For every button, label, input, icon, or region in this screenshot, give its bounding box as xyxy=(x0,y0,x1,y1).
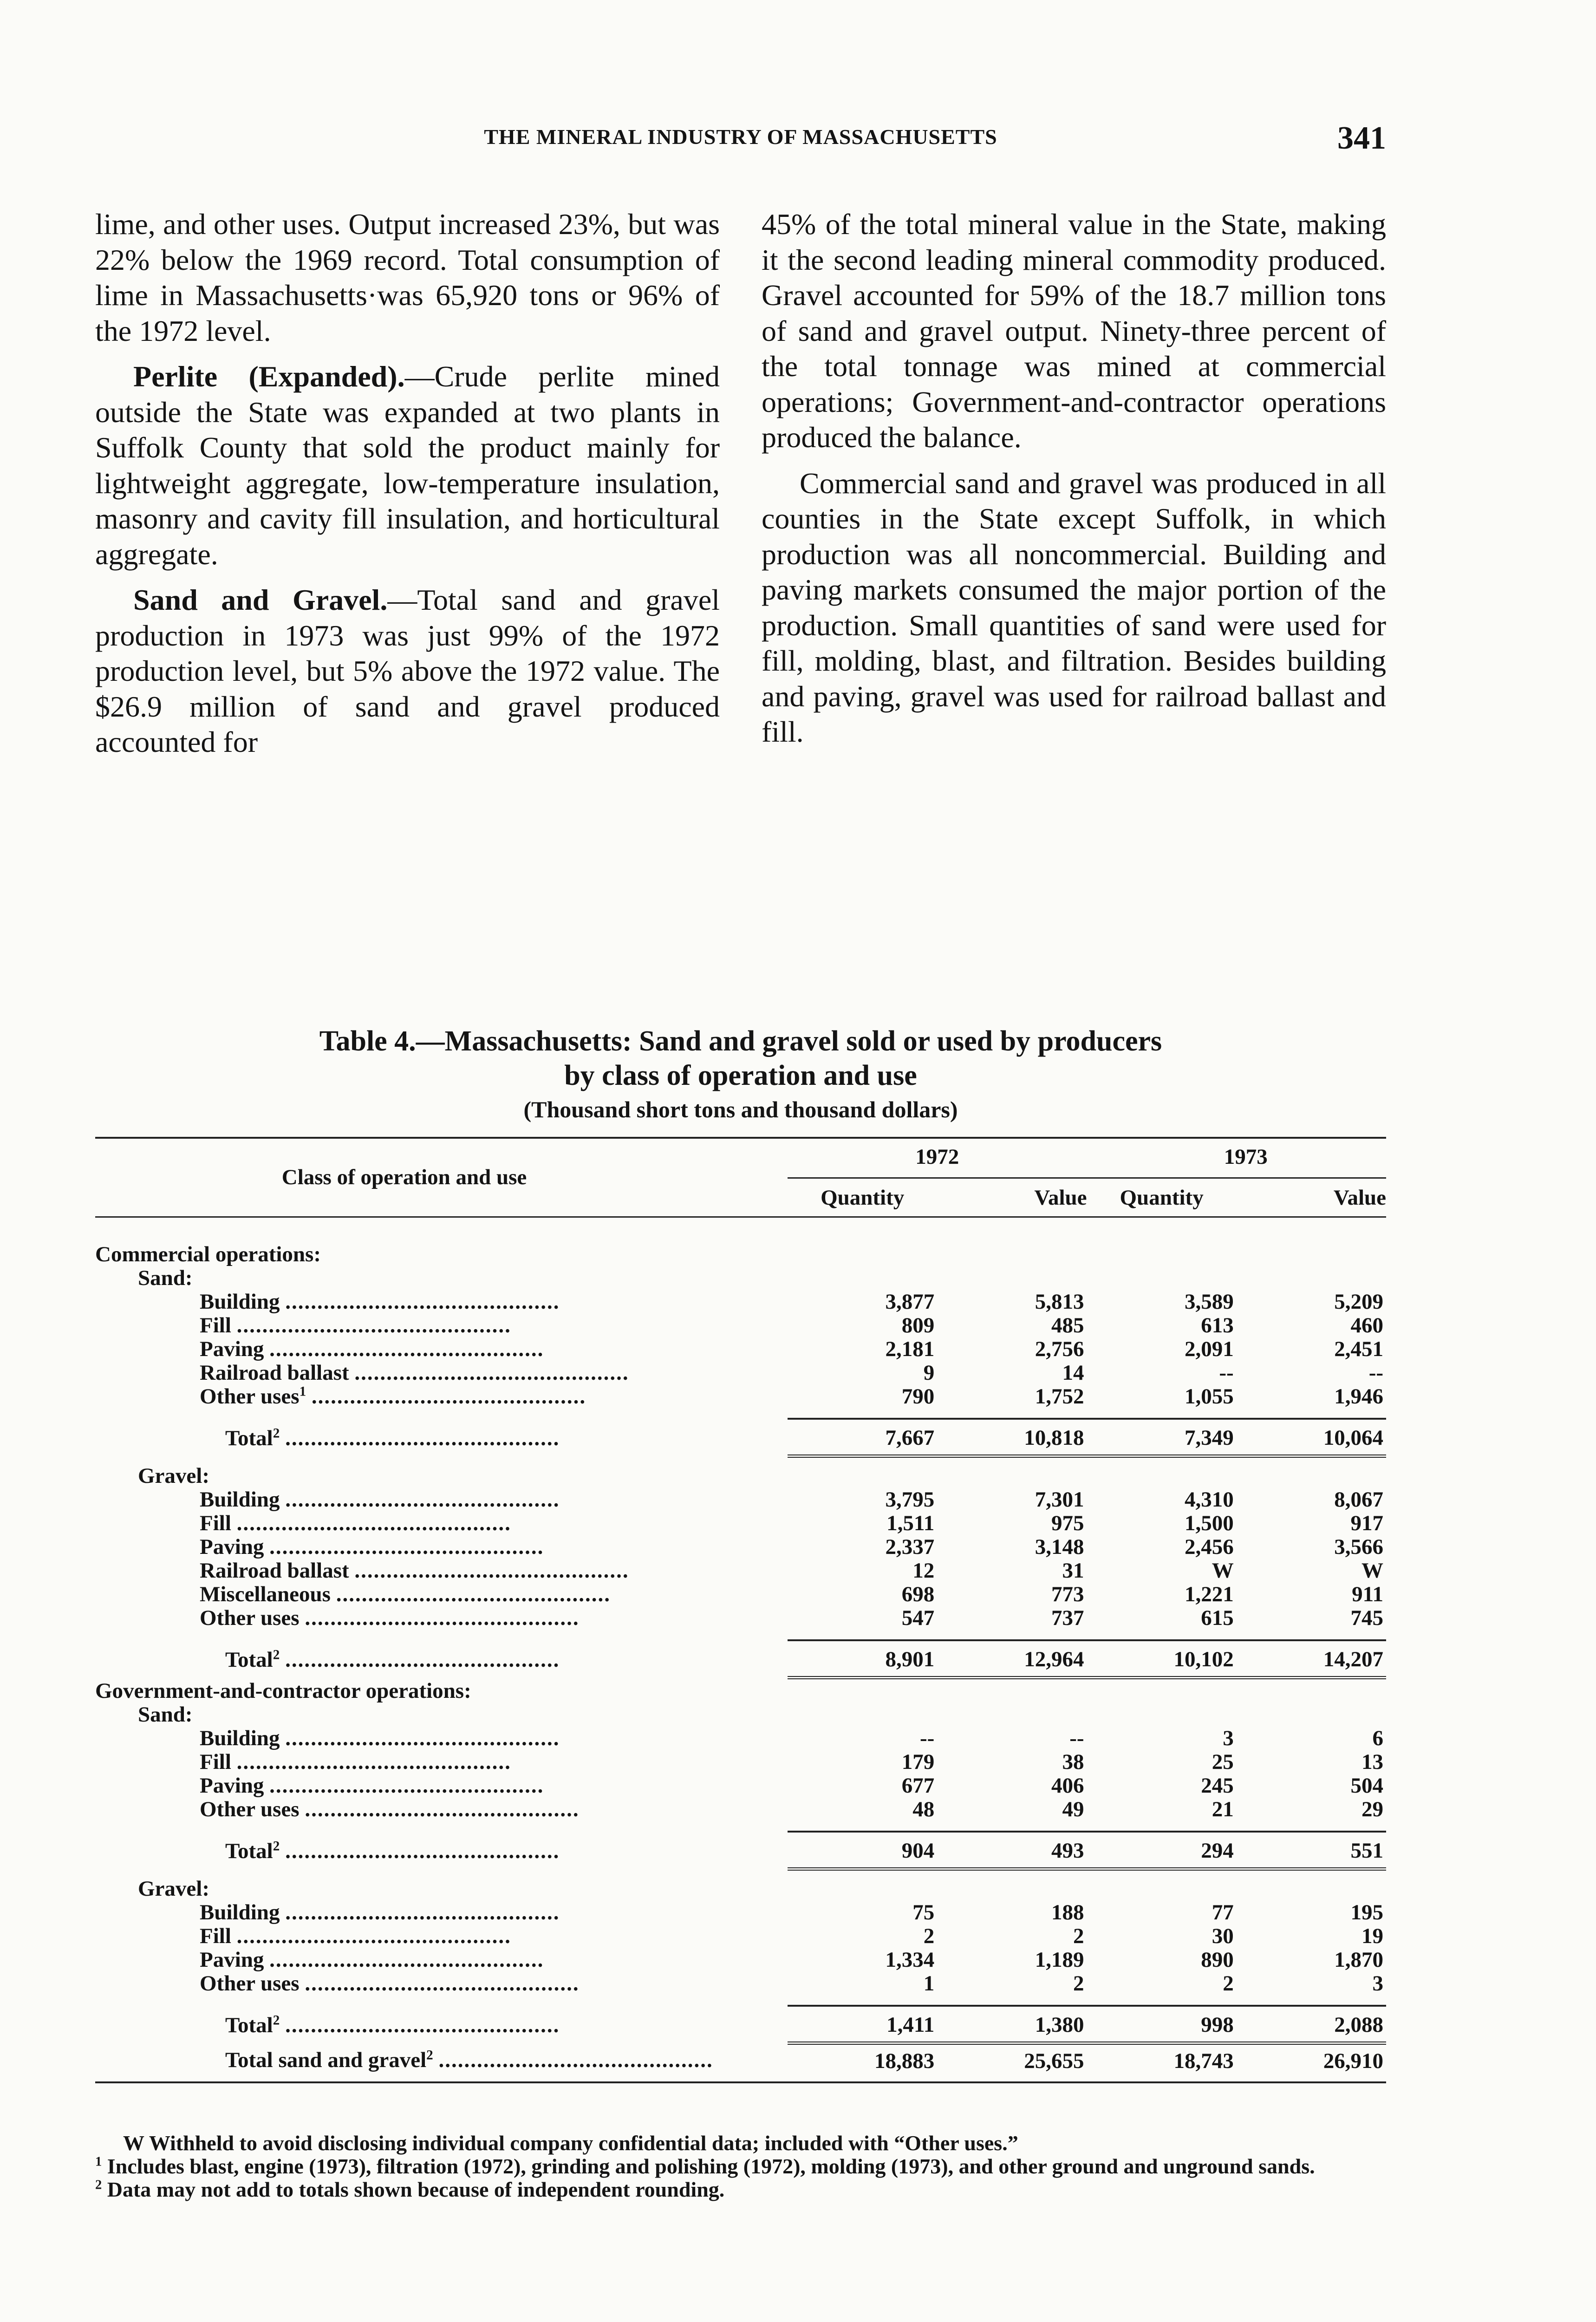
cell-q72: 1 xyxy=(923,1971,935,1996)
government-sand-row xyxy=(95,1727,1386,1750)
header-bottom-rule xyxy=(95,1217,1386,1233)
left-column xyxy=(95,207,720,760)
page-header xyxy=(95,120,1386,171)
footnote-ref: 2 xyxy=(273,2013,280,2028)
commercial-sand-row-label xyxy=(95,1314,788,1337)
row-label-text: Fill xyxy=(200,1512,231,1535)
column-header-quantity-1973: Quantity xyxy=(1120,1186,1204,1210)
cell-q72: 547 xyxy=(901,1606,935,1630)
cell-v73: 917 xyxy=(1350,1511,1383,1535)
commercial-gravel-total xyxy=(95,1640,1386,1678)
gap-gg xyxy=(95,1869,1386,1878)
leader-dots: ........................................... xyxy=(305,1798,580,1821)
cell-q72: 3,795 xyxy=(885,1487,935,1512)
column-header-label: Class of operation and use xyxy=(281,1165,527,1189)
cell-v72: 1,189 xyxy=(1035,1948,1084,1972)
cell-v73: 6 xyxy=(1372,1726,1383,1750)
commercial-sand-total xyxy=(95,1419,1386,1456)
cell-q72: 2,337 xyxy=(885,1535,935,1559)
commercial-sand-row-label xyxy=(95,1290,788,1314)
commercial-sand-row-label xyxy=(95,1385,788,1409)
table-subtitle: (Thousand short tons and thousand dollars) xyxy=(523,1096,958,1122)
cell-v73: 911 xyxy=(1352,1582,1383,1606)
cell-q72: 809 xyxy=(901,1313,935,1337)
commercial-gravel-row-label xyxy=(95,1535,788,1559)
row-label-text: Paving xyxy=(200,1535,264,1559)
commercial-sand-row xyxy=(95,1361,1386,1385)
cell-v73: 13 xyxy=(1361,1750,1383,1774)
perlite-text: —Crude perlite mined outside the State was expanded at two plants in Suffolk County that sold the product mainly for lightweight aggregate, low-temperature insulation, masonry and cavity fill insulation, and horticultural aggregate. xyxy=(95,360,720,571)
grand-total-cell-q73: 18,743 xyxy=(1173,2049,1234,2073)
commercial-sand-row xyxy=(95,1337,1386,1361)
cell-v73: 5,209 xyxy=(1334,1290,1383,1314)
gap-cg xyxy=(95,1456,1386,1465)
sand-gravel-text: —Total sand and gravel production in 1973 was just 99% of the 1972 production level, but 5% above the 1972 value. The $26.9 million of sand and gravel produced accounted for xyxy=(95,583,720,758)
commercial-gravel-row-label xyxy=(95,1583,788,1606)
footnote-1 xyxy=(95,2155,1386,2178)
footnote-1-mark: 1 xyxy=(95,2154,102,2169)
cell-q73: 3,589 xyxy=(1184,1290,1234,1314)
cell-q73: -- xyxy=(1219,1361,1234,1385)
gap-gg-total-cell xyxy=(95,1996,1386,2006)
total-cell-q72: 904 xyxy=(788,1832,937,1869)
row-label-text: Other uses xyxy=(200,1606,300,1630)
total-cell-q73: 7,349 xyxy=(1087,1419,1237,1456)
table-title-line-1: Table 4.—Massachusetts: Sand and gravel sold or used by producers xyxy=(319,1025,1162,1057)
government-gravel-total xyxy=(95,2006,1386,2043)
leader-dots: ........................................... xyxy=(285,1647,560,1672)
cell-q72: 9 xyxy=(923,1361,935,1385)
commercial-sand-row xyxy=(95,1314,1386,1337)
commercial-gravel-row xyxy=(95,1559,1386,1583)
gap-cg-total-cell xyxy=(95,1630,1386,1640)
cell-v73: 8,067 xyxy=(1334,1487,1383,1512)
cell-q73: 2,091 xyxy=(1184,1337,1234,1361)
cell-v73: 29 xyxy=(1361,1797,1383,1821)
government-sand-total xyxy=(95,1832,1386,1869)
cell-v73: 1,946 xyxy=(1334,1384,1383,1409)
commercial-gravel-row-label xyxy=(95,1488,788,1512)
header-row-years xyxy=(95,1139,1386,1178)
gap-cg-total xyxy=(95,1630,1386,1640)
cell-v73: 195 xyxy=(1350,1900,1383,1924)
total-label-text: Total xyxy=(225,2013,273,2037)
page-number: 341 xyxy=(1337,120,1386,156)
commercial-sand-row-label xyxy=(95,1337,788,1361)
cell-q72: -- xyxy=(919,1726,935,1750)
sand-gravel-table xyxy=(95,1137,1386,2083)
total-label-text: Total xyxy=(225,1647,273,1672)
commercial-gravel-row xyxy=(95,1512,1386,1535)
cell-q72: 48 xyxy=(912,1797,935,1821)
cell-v72: 773 xyxy=(1051,1582,1084,1606)
total-cell-v72: 1,380 xyxy=(937,2006,1087,2043)
leader-dots: ........................................... xyxy=(354,1361,629,1385)
perlite-heading: Perlite (Expanded). xyxy=(133,360,405,393)
government-gravel-row-label xyxy=(95,1948,788,1972)
cell-q73: 613 xyxy=(1201,1313,1234,1337)
group-government-sand xyxy=(95,1703,1386,1727)
cell-v72: 5,813 xyxy=(1035,1290,1084,1314)
cell-q73: 1,500 xyxy=(1184,1511,1234,1535)
government-gravel-row xyxy=(95,1901,1386,1924)
cell-q72: 12 xyxy=(912,1559,935,1583)
right-column xyxy=(762,207,1386,750)
leader-dots: ........................................... xyxy=(336,1583,611,1606)
total-cell-v73: 10,064 xyxy=(1237,1419,1386,1456)
row-label-text: Paving xyxy=(200,1948,264,1972)
grand-total-cell-v72: 25,655 xyxy=(1024,2049,1084,2073)
cell-q72: 2,181 xyxy=(885,1337,935,1361)
cell-v72: 1,752 xyxy=(1035,1384,1084,1409)
cell-v72: 975 xyxy=(1051,1511,1084,1535)
cell-q72: 75 xyxy=(912,1900,935,1924)
gap-commercial-cell xyxy=(95,1233,1386,1243)
leader-dots: ........................................... xyxy=(269,1948,544,1972)
grand-total-cell-v73: 26,910 xyxy=(1323,2049,1383,2073)
sand-gravel-heading: Sand and Gravel. xyxy=(133,583,388,616)
cell-v72: 406 xyxy=(1051,1774,1084,1798)
row-label-text: Building xyxy=(200,1290,280,1314)
cell-q72: 1,334 xyxy=(885,1948,935,1972)
paragraph-sand-gravel xyxy=(95,582,720,760)
gap-gg-total xyxy=(95,1996,1386,2006)
government-sand-row xyxy=(95,1798,1386,1821)
government-sand-row xyxy=(95,1750,1386,1774)
gap-gs-total-cell xyxy=(95,1821,1386,1832)
leader-dots: ........................................... xyxy=(285,1727,560,1750)
row-label-text: Fill xyxy=(200,1924,231,1948)
paragraph-perlite xyxy=(95,359,720,572)
total-cell-q72: 8,901 xyxy=(788,1640,937,1678)
cell-q73: 1,055 xyxy=(1184,1384,1234,1409)
total-cell-q73: 10,102 xyxy=(1087,1640,1237,1678)
total-cell-q72: 7,667 xyxy=(788,1419,937,1456)
cell-q73: 2,456 xyxy=(1184,1535,1234,1559)
cell-v73: 745 xyxy=(1350,1606,1383,1630)
year-1973-header: 1973 xyxy=(1087,1139,1387,1178)
leader-dots: ........................................... xyxy=(285,1901,560,1924)
row-label-text: Paving xyxy=(200,1774,264,1798)
row-label-text: Building xyxy=(200,1488,280,1512)
government-gravel-row-label xyxy=(95,1972,788,1996)
total-cell-q73: 998 xyxy=(1087,2006,1237,2043)
cell-q72: 179 xyxy=(901,1750,935,1774)
government-gravel-row-label xyxy=(95,1924,788,1948)
row-label-text: Railroad ballast xyxy=(200,1361,349,1385)
commercial-sand-row-label xyxy=(95,1361,788,1385)
cell-v72: 49 xyxy=(1062,1797,1084,1821)
row-label-text: Other uses xyxy=(200,1798,300,1821)
table-bottom-rule xyxy=(95,2082,1386,2083)
leader-dots: ........................................... xyxy=(236,1314,511,1337)
group-government-gravel-label: Gravel: xyxy=(138,1877,209,1901)
cell-v73: W xyxy=(1361,1559,1383,1583)
year-1972-header: 1972 xyxy=(788,1139,1087,1178)
gap-cg-cell xyxy=(95,1456,1386,1465)
government-gravel-row xyxy=(95,1948,1386,1972)
leader-dots: ........................................... xyxy=(236,1512,511,1535)
grand-total-cell-q72: 18,883 xyxy=(874,2049,935,2073)
cell-q73: 2 xyxy=(1223,1971,1234,1996)
cell-v73: 2,451 xyxy=(1334,1337,1383,1361)
row-label-text: Paving xyxy=(200,1337,264,1361)
commercial-sand-row xyxy=(95,1290,1386,1314)
cell-q72: 677 xyxy=(901,1774,935,1798)
cell-v73: 3,566 xyxy=(1334,1535,1383,1559)
leader-dots: ........................................... xyxy=(285,1290,560,1314)
gap-gs-total xyxy=(95,1821,1386,1832)
gap-cs-total-cell xyxy=(95,1409,1386,1419)
cell-q73: 25 xyxy=(1212,1750,1234,1774)
group-government-sand-label: Sand: xyxy=(138,1702,193,1727)
section-commercial-label: Commercial operations: xyxy=(95,1242,321,1266)
commercial-gravel-row xyxy=(95,1535,1386,1559)
total-cell-v73: 14,207 xyxy=(1237,1640,1386,1678)
group-commercial-sand xyxy=(95,1266,1386,1290)
group-commercial-gravel xyxy=(95,1464,1386,1488)
government-gravel-row-label xyxy=(95,1901,788,1924)
cell-q72: 3,877 xyxy=(885,1290,935,1314)
leader-dots: ........................................... xyxy=(236,1750,511,1774)
total-cell-q72: 1,411 xyxy=(788,2006,937,2043)
cell-v73: -- xyxy=(1368,1361,1383,1385)
leader-dots: ........................................... xyxy=(285,1488,560,1512)
total-label-text: Total xyxy=(225,1839,273,1863)
section-government-label: Government-and-contractor operations: xyxy=(95,1679,471,1703)
cell-q73: 890 xyxy=(1201,1948,1234,1972)
group-government-gravel xyxy=(95,1877,1386,1901)
cell-v73: 1,870 xyxy=(1334,1948,1383,1972)
cell-v73: 460 xyxy=(1350,1313,1383,1337)
total-cell-v73: 2,088 xyxy=(1237,2006,1386,2043)
leader-dots: ........................................... xyxy=(285,2013,560,2037)
grand-total-label xyxy=(95,2043,788,2083)
cell-v72: 38 xyxy=(1062,1750,1084,1774)
government-sand-row-label xyxy=(95,1798,788,1821)
section-commercial xyxy=(95,1243,1386,1266)
paragraph-lime: lime, and other uses. Output increased 23%, but was 22% below the 1969 record. Total consumption of lime in Massachusetts·was 65,920 tons or 96% of the 1972 level. xyxy=(95,208,720,347)
footnote-ref: 2 xyxy=(273,1426,280,1441)
government-sand-row-label xyxy=(95,1774,788,1798)
leader-dots: ........................................... xyxy=(438,2048,713,2073)
row-label-text: Fill xyxy=(200,1750,231,1774)
commercial-gravel-total-label xyxy=(95,1640,788,1678)
row-label-text: Other uses xyxy=(200,1385,300,1409)
leader-dots: ........................................... xyxy=(354,1559,629,1583)
cell-q73: 1,221 xyxy=(1184,1582,1234,1606)
commercial-gravel-row-label xyxy=(95,1606,788,1630)
cell-v72: -- xyxy=(1069,1726,1084,1750)
row-label-text: Railroad ballast xyxy=(200,1559,349,1583)
group-commercial-sand-label: Sand: xyxy=(138,1266,193,1290)
cell-v73: 504 xyxy=(1350,1774,1383,1798)
government-gravel-total-label xyxy=(95,2006,788,2043)
row-label-text: Fill xyxy=(200,1314,231,1337)
table-body xyxy=(95,1138,1386,2083)
footnote-1-text: Includes blast, engine (1973), filtration (1972), grinding and polishing (1972), molding (1973), and other ground and unground sands. xyxy=(102,2154,1315,2178)
commercial-gravel-row xyxy=(95,1606,1386,1630)
gap-cs-total xyxy=(95,1409,1386,1419)
cell-q72: 790 xyxy=(901,1384,935,1409)
cell-v72: 2 xyxy=(1073,1924,1084,1948)
leader-dots: ........................................... xyxy=(236,1924,511,1948)
footnote-w: W Withheld to avoid disclosing individual company confidential data; included with “Other uses.” xyxy=(123,2131,1018,2155)
cell-q72: 698 xyxy=(901,1582,935,1606)
paragraph-commercial: Commercial sand and gravel was produced in all counties in the State except Suffolk, in which production was all noncommercial. Building and paving markets consumed the major portion of the production. Small quantities of sand were used for fill, molding, blast, and filtration. Besides building and paving, gravel was used for railroad ballast and fill. xyxy=(762,466,1386,748)
cell-v72: 3,148 xyxy=(1035,1535,1084,1559)
cell-v73: 19 xyxy=(1361,1924,1383,1948)
grand-total-row xyxy=(95,2043,1386,2083)
column-header-quantity-1972: Quantity xyxy=(821,1186,905,1210)
cell-v73: 3 xyxy=(1372,1971,1383,1996)
cell-v72: 737 xyxy=(1051,1606,1084,1630)
cell-q73: 3 xyxy=(1223,1726,1234,1750)
row-label-text: Building xyxy=(200,1901,280,1924)
gap-commercial xyxy=(95,1233,1386,1243)
leader-dots: ........................................... xyxy=(285,1839,560,1863)
cell-v72: 31 xyxy=(1062,1559,1084,1583)
column-header-value-1973: Value xyxy=(1333,1186,1386,1210)
total-cell-v72: 12,964 xyxy=(937,1640,1087,1678)
cell-q72: 1,511 xyxy=(886,1511,935,1535)
total-label-text: Total xyxy=(225,1426,273,1450)
cell-q73: W xyxy=(1212,1559,1234,1583)
leader-dots: ........................................... xyxy=(311,1385,586,1409)
total-cell-v72: 10,818 xyxy=(937,1419,1087,1456)
cell-v72: 188 xyxy=(1051,1900,1084,1924)
cell-q73: 77 xyxy=(1212,1900,1234,1924)
running-title: THE MINERAL INDUSTRY OF MASSACHUSETTS xyxy=(484,125,997,149)
cell-q73: 21 xyxy=(1212,1797,1234,1821)
government-sand-row-label xyxy=(95,1750,788,1774)
header-rule-cell xyxy=(95,1217,1386,1233)
government-sand-row xyxy=(95,1774,1386,1798)
bottom-rule-cell xyxy=(95,2082,1386,2083)
section-government xyxy=(95,1678,1386,1703)
leader-dots: ........................................... xyxy=(305,1606,580,1630)
government-sand-total-label xyxy=(95,1832,788,1869)
cell-v72: 485 xyxy=(1051,1313,1084,1337)
cell-q73: 245 xyxy=(1201,1774,1234,1798)
total-cell-v72: 493 xyxy=(937,1832,1087,1869)
footnote-ref: 2 xyxy=(273,1647,280,1663)
leader-dots: ........................................... xyxy=(269,1535,544,1559)
row-label-text: Building xyxy=(200,1727,280,1750)
cell-v72: 7,301 xyxy=(1035,1487,1084,1512)
cell-q72: 2 xyxy=(923,1924,935,1948)
footnote-2 xyxy=(95,2178,1386,2201)
cell-q73: 615 xyxy=(1201,1606,1234,1630)
footnote-2-text: Data may not add to totals shown because of independent rounding. xyxy=(102,2178,725,2201)
leader-dots: ........................................... xyxy=(305,1972,580,1996)
footnote-ref: 1 xyxy=(299,1385,306,1399)
cell-v72: 14 xyxy=(1062,1361,1084,1385)
footnotes xyxy=(95,2132,1386,2201)
cell-v72: 2,756 xyxy=(1035,1337,1084,1361)
government-sand-row-label xyxy=(95,1727,788,1750)
row-label-text: Miscellaneous xyxy=(200,1583,331,1606)
commercial-sand-row xyxy=(95,1385,1386,1409)
footnote-ref: 2 xyxy=(273,1839,280,1854)
group-commercial-gravel-label: Gravel: xyxy=(138,1464,209,1488)
table-title xyxy=(95,1024,1386,1093)
table-title-line-2: by class of operation and use xyxy=(564,1060,917,1091)
footnote-2-mark: 2 xyxy=(95,2178,102,2192)
commercial-sand-total-label xyxy=(95,1419,788,1456)
column-header-value-1972: Value xyxy=(1034,1186,1087,1210)
footnote-ref: 2 xyxy=(426,2048,433,2063)
total-cell-q73: 294 xyxy=(1087,1832,1237,1869)
grand-total-label-text: Total sand and gravel xyxy=(225,2048,427,2073)
commercial-gravel-row-label xyxy=(95,1512,788,1535)
commercial-gravel-row-label xyxy=(95,1559,788,1583)
leader-dots: ........................................... xyxy=(285,1426,560,1450)
row-label-text: Other uses xyxy=(200,1972,300,1996)
commercial-gravel-row xyxy=(95,1488,1386,1512)
government-gravel-row xyxy=(95,1972,1386,1996)
leader-dots: ........................................... xyxy=(269,1337,544,1361)
paragraph-value-share: 45% of the total mineral value in the State, making it the second leading mineral commodity produced. Gravel accounted for 59% of the 18.7 million tons of sand and gravel output. Ninety-three percent of the total tonnage was mined at commercial operations; Government-and-contractor operations produced the balance. xyxy=(762,208,1386,454)
gap-gg-cell xyxy=(95,1869,1386,1878)
government-gravel-row xyxy=(95,1924,1386,1948)
cell-v72: 2 xyxy=(1073,1971,1084,1996)
cell-q73: 30 xyxy=(1212,1924,1234,1948)
total-cell-v73: 551 xyxy=(1237,1832,1386,1869)
commercial-gravel-row xyxy=(95,1583,1386,1606)
leader-dots: ........................................... xyxy=(269,1774,544,1798)
cell-q73: 4,310 xyxy=(1184,1487,1234,1512)
